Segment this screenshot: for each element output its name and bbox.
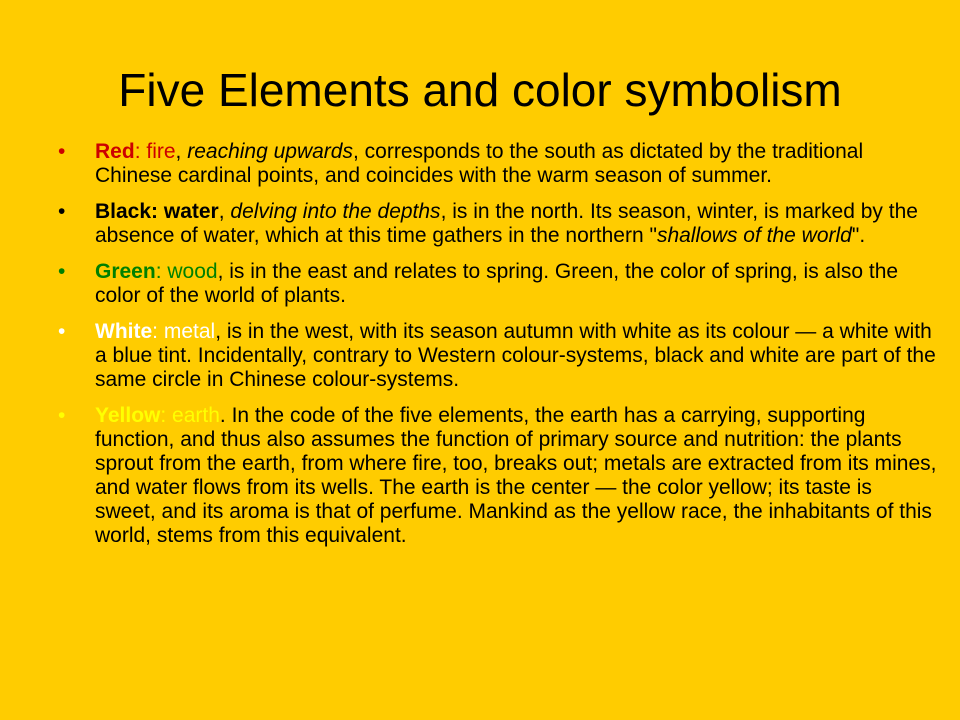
bullet-text: , corresponds to the south as dictated by the traditional Chinese cardinal points, and coincides with the warm season of summer.	[95, 140, 864, 187]
bullet-red	[58, 140, 938, 188]
bullet-text: ,	[175, 140, 188, 163]
slide-title: Five Elements and color symbolism	[118, 64, 842, 116]
bullet-dot-icon: •	[58, 404, 66, 427]
bullet-text: , is in the north. Its season, winter, is marked by the absence of water, which at this time gathers in the northern "	[95, 200, 918, 247]
bullet-text: , is in the east and relates to spring. Green, the color of spring, is also the color of the world of plants.	[95, 260, 899, 307]
bullet-yellow	[58, 404, 938, 548]
element-separator: :	[155, 260, 168, 283]
bullet-dot-icon: •	[58, 140, 66, 163]
bullet-emphasis: reaching upwards	[187, 140, 353, 163]
bullet-emphasis: delving into the depths	[230, 200, 441, 223]
element-name: Black: water	[95, 200, 219, 223]
bullet-green	[58, 260, 938, 308]
bullet-text: , is in the west, with its season autumn with white as its colour — a white with a blue tint. Incidentally, contrary to Western colour-systems, black and white are part of the same circle in Chinese colour-systems.	[95, 320, 936, 391]
element-type: fire	[146, 140, 176, 163]
bullet-text: . In the code of the five elements, the earth has a carrying, supporting function, and thus also assumes the function of primary source and nutrition: the plants sprout from the earth, from where fire, too, breaks out; metals are extracted from its mines, and water flows from its wells. The earth is the center — the color yellow; its taste is sweet, and its aroma is that of perfume. Mankind as the yellow race, the inhabitants of this world, stems from this equivalent.	[95, 404, 937, 547]
bullet-emphasis: shallows of the world	[656, 224, 852, 247]
element-separator: :	[160, 404, 173, 427]
element-name: Yellow	[95, 404, 161, 427]
bullet-text: ".	[851, 224, 866, 247]
bullet-white	[58, 320, 938, 392]
element-name: Red	[95, 140, 135, 163]
element-name: White	[95, 320, 153, 343]
element-name: Green	[95, 260, 156, 283]
element-type: earth	[172, 404, 220, 427]
bullet-list	[58, 140, 938, 560]
element-type: metal	[163, 320, 216, 343]
bullet-dot-icon: •	[58, 320, 66, 343]
bullet-black	[58, 200, 938, 248]
element-separator: :	[134, 140, 147, 163]
bullet-text: ,	[218, 200, 231, 223]
bullet-dot-icon: •	[58, 200, 66, 223]
element-type: wood	[167, 260, 218, 283]
element-separator: :	[152, 320, 164, 343]
bullet-dot-icon: •	[58, 260, 66, 283]
